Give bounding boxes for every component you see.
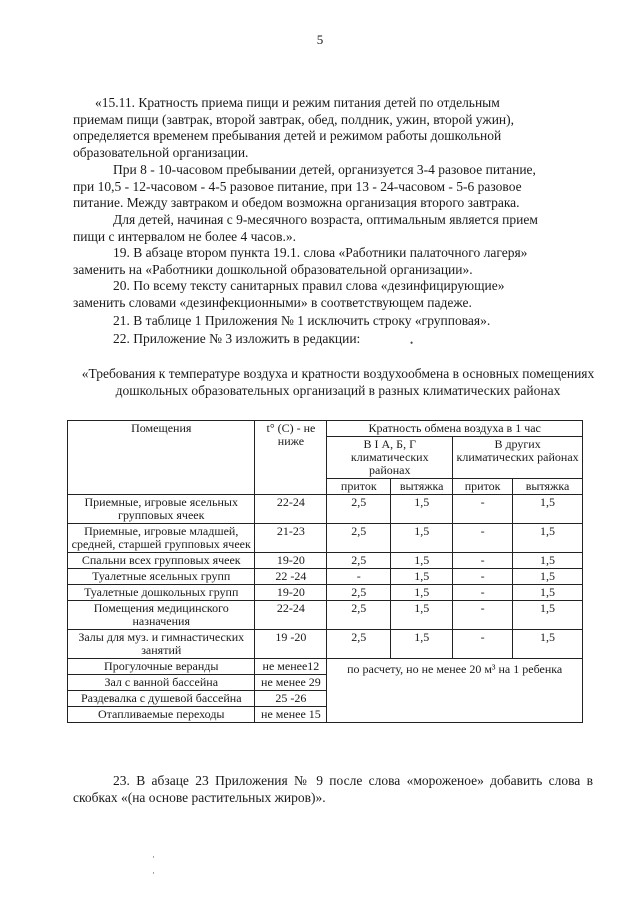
- room-name: Отапливаемые переходы: [68, 707, 255, 723]
- text-line: питание. Между завтраком и обедом возможна организация второго завтрака.: [73, 195, 520, 210]
- table-row: [68, 553, 583, 569]
- room-name: Раздевалка с душевой бассейна: [68, 691, 255, 707]
- text-line: При 8 - 10-часовом пребывании детей, организуется 3-4 разовое питание,: [113, 162, 536, 177]
- text-line: заменить словами «дезинфекционными» в соответствующем падеже.: [73, 294, 472, 310]
- text-line: 21. В таблице 1 Приложения № 1 исключить строку «групповая».: [113, 313, 491, 328]
- zone-a-inflow: 2,5: [327, 495, 391, 524]
- temperature-value: 22-24: [255, 601, 327, 630]
- table-header-row: [68, 421, 583, 437]
- temperature-value: 19 -20: [255, 630, 327, 659]
- zone-a-outflow: 1,5: [391, 585, 453, 601]
- zone-a-inflow: -: [327, 569, 391, 585]
- temperature-value: 19-20: [255, 585, 327, 601]
- zone-b-inflow: -: [453, 630, 513, 659]
- text-line: «15.11. Кратность приема пищи и режим питания детей по отдельным: [95, 95, 500, 110]
- zone-b-outflow: 1,5: [513, 601, 583, 630]
- zone-b-outflow: 1,5: [513, 524, 583, 553]
- table-row: [68, 524, 583, 553]
- zone-a-inflow: 2,5: [327, 630, 391, 659]
- text-line: 22. Приложение № 3 изложить в редакции:: [113, 331, 361, 346]
- zone-a-outflow: 1,5: [391, 569, 453, 585]
- table-title: «Требования к температуре воздуха и кратности воздухообмена в основных помещениях дошкольных образовательных организаций в разных климатических районах: [81, 366, 595, 398]
- temperature-value: 19-20: [255, 553, 327, 569]
- text-line: 20. По всему тексту санитарных правил слова «дезинфицирующие»: [113, 278, 505, 293]
- header-outflow: вытяжка: [391, 479, 453, 495]
- room-name: Помещения медицинского назначения: [68, 601, 255, 630]
- zone-b-inflow: -: [453, 495, 513, 524]
- header-rooms: Помещения: [68, 421, 255, 495]
- room-name: Приемные, игровые ясельных групповых ячеек: [68, 495, 255, 524]
- zone-b-inflow: -: [453, 569, 513, 585]
- room-name: Зал с ванной бассейна: [68, 675, 255, 691]
- zone-a-inflow: 2,5: [327, 524, 391, 553]
- zone-a-outflow: 1,5: [391, 524, 453, 553]
- paragraph-meal-schedule: [73, 162, 595, 212]
- header-air-exchange: Кратность обмена воздуха в 1 час: [327, 421, 583, 437]
- table-row: [68, 495, 583, 524]
- text-line: 19. В абзаце втором пункта 19.1. слова «Работники палаточного лагеря»: [113, 245, 528, 260]
- table-row: [68, 630, 583, 659]
- scan-speck: ·: [152, 868, 155, 878]
- paragraph-21: [73, 313, 595, 330]
- zone-b-inflow: -: [453, 553, 513, 569]
- header-inflow: приток: [453, 479, 513, 495]
- zone-a-outflow: 1,5: [391, 553, 453, 569]
- text-line: приемам пищи (завтрак, второй завтрак, обед, полдник, ужин, второй ужин),: [73, 111, 515, 127]
- zone-a-inflow: 2,5: [327, 601, 391, 630]
- table-row: [68, 659, 583, 675]
- temperature-value: не менее 29: [255, 675, 327, 691]
- zone-b-outflow: 1,5: [513, 585, 583, 601]
- zone-b-outflow: 1,5: [513, 553, 583, 569]
- zone-b-outflow: 1,5: [513, 630, 583, 659]
- text-line: при 10,5 - 12-часовом - 4-5 разовое питание, при 13 - 24-часовом - 5-6 разовое: [73, 178, 522, 194]
- scan-speck: •: [410, 338, 414, 348]
- paragraph-19: [73, 245, 595, 278]
- zone-a-outflow: 1,5: [391, 601, 453, 630]
- temperature-value: 22-24: [255, 495, 327, 524]
- temperature-value: не менее 15: [255, 707, 327, 723]
- text-line: пищи с интервалом не более 4 часов.».: [73, 228, 297, 244]
- zone-a-outflow: 1,5: [391, 495, 453, 524]
- zone-b-outflow: 1,5: [513, 495, 583, 524]
- zone-a-outflow: 1,5: [391, 630, 453, 659]
- paragraph-20: [73, 278, 595, 311]
- room-name: Туалетные ясельных групп: [68, 569, 255, 585]
- temperature-value: 22 -24: [255, 569, 327, 585]
- paragraph-infants: [73, 212, 595, 245]
- header-zone-b: В других климатических районах: [453, 437, 583, 479]
- table-row: [68, 601, 583, 630]
- paragraph-23: 23. В абзаце 23 Приложения № 9 после слова «мороженое» добавить слова в скобках «(на основе растительных жиров)».: [73, 773, 593, 805]
- table-row: [68, 585, 583, 601]
- room-name: Спальни всех групповых ячеек: [68, 553, 255, 569]
- paragraph-15-11: [73, 95, 595, 161]
- room-name: Залы для муз. и гимнастических занятий: [68, 630, 255, 659]
- text-line: заменить на «Работники дошкольной образовательной организации».: [73, 261, 473, 277]
- zone-b-inflow: -: [453, 601, 513, 630]
- header-inflow: приток: [327, 479, 391, 495]
- table-row: [68, 569, 583, 585]
- page-number: 5: [316, 32, 324, 47]
- zone-b-inflow: -: [453, 585, 513, 601]
- zone-a-inflow: 2,5: [327, 553, 391, 569]
- merged-exchange-note: по расчету, но не менее 20 м³ на 1 ребенка: [327, 659, 583, 723]
- paragraph-22: [73, 331, 595, 348]
- header-temperature: t° (С) - не ниже: [255, 421, 327, 495]
- room-name: Приемные, игровые младшей, средней, старшей групповых ячеек: [68, 524, 255, 553]
- temperature-value: 25 -26: [255, 691, 327, 707]
- room-name: Прогулочные веранды: [68, 659, 255, 675]
- header-zone-a: В I А, Б, Г климатических районах: [327, 437, 453, 479]
- zone-a-inflow: 2,5: [327, 585, 391, 601]
- zone-b-outflow: 1,5: [513, 569, 583, 585]
- zone-b-inflow: -: [453, 524, 513, 553]
- temperature-value: 21-23: [255, 524, 327, 553]
- header-outflow: вытяжка: [513, 479, 583, 495]
- scan-speck: ·: [152, 852, 155, 862]
- temperature-value: не менее12: [255, 659, 327, 675]
- air-requirements-table: [67, 420, 583, 723]
- text-line: Для детей, начиная с 9-месячного возраста, оптимальным является прием: [113, 212, 538, 227]
- text-line: образовательной организации.: [73, 144, 249, 160]
- room-name: Туалетные дошкольных групп: [68, 585, 255, 601]
- text-line: определяется временем пребывания детей и режимом работы дошкольной: [73, 128, 502, 143]
